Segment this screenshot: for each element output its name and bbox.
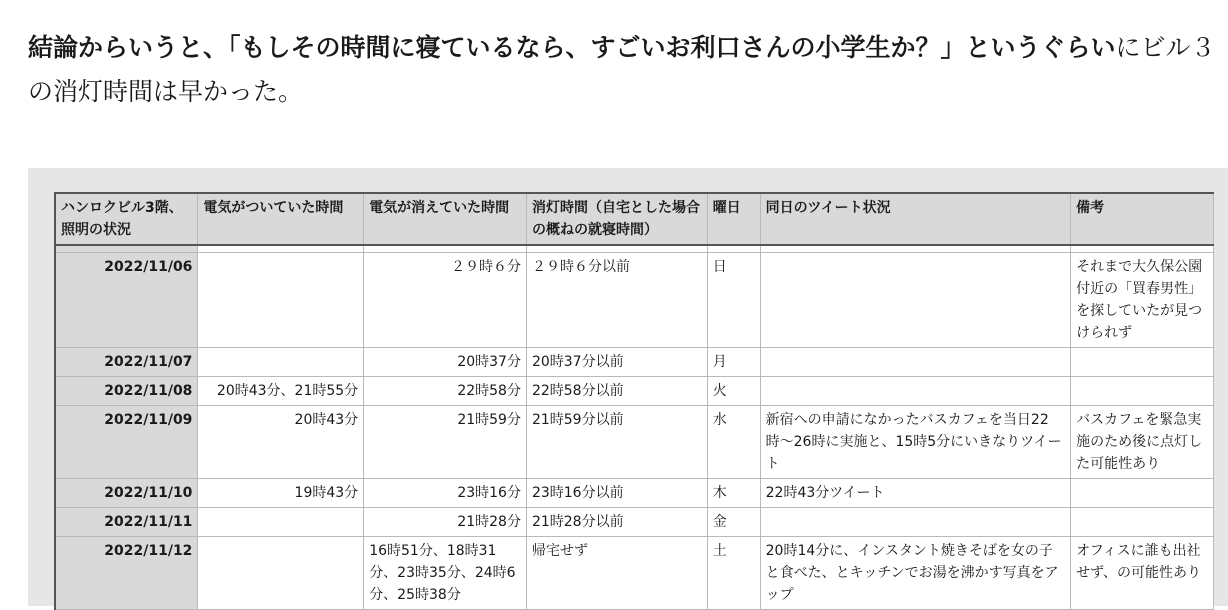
table-row [55, 537, 1214, 610]
lights-out-cell: 21時28分以前 [526, 508, 707, 537]
article-line-2: の消灯時間は早かった。 [28, 77, 304, 106]
tweet-cell [760, 253, 1071, 348]
header-cell: 曜日 [707, 193, 760, 245]
weekday-cell: 土 [707, 537, 760, 610]
tweet-cell [760, 348, 1071, 377]
lights-off-cell: 23時16分 [364, 479, 527, 508]
lights-on-cell: 19時43分 [198, 479, 364, 508]
header-row [55, 193, 1214, 245]
lights-off-cell: 20時37分 [364, 348, 527, 377]
spacer-cell [364, 245, 527, 253]
lights-off-cell: ２９時６分 [364, 253, 527, 348]
header-cell: 電気がついていた時間 [198, 193, 364, 245]
lights-on-cell [198, 537, 364, 610]
spacer-cell [526, 245, 707, 253]
tweet-cell [760, 508, 1071, 537]
header-cell: ハンロクビル3階、照明の状況 [55, 193, 198, 245]
note-cell: バスカフェを緊急実施のため後に点灯した可能性あり [1071, 406, 1214, 479]
date-cell: 2022/11/08 [55, 377, 198, 406]
weekday-cell: 金 [707, 508, 760, 537]
note-cell [1071, 348, 1214, 377]
weekday-cell: 木 [707, 479, 760, 508]
lights-on-cell [198, 348, 364, 377]
date-cell: 2022/11/09 [55, 406, 198, 479]
table-row [55, 479, 1214, 508]
date-cell: 2022/11/06 [55, 253, 198, 348]
lights-off-cell: 22時58分 [364, 377, 527, 406]
date-cell: 2022/11/11 [55, 508, 198, 537]
tweet-cell: 新宿への申請になかったバスカフェを当日22時〜26時に実施と、15時5分にいきなりツイート [760, 406, 1071, 479]
weekday-cell: 月 [707, 348, 760, 377]
lights-out-cell: 20時37分以前 [526, 348, 707, 377]
spreadsheet [54, 192, 1214, 606]
lights-out-cell: 21時59分以前 [526, 406, 707, 479]
lights-out-cell: ２９時６分以前 [526, 253, 707, 348]
date-cell: 2022/11/12 [55, 537, 198, 610]
lights-out-cell: 23時16分以前 [526, 479, 707, 508]
lights-on-cell: 20時43分 [198, 406, 364, 479]
table-row [55, 377, 1214, 406]
table-row [55, 253, 1214, 348]
lights-out-cell: 帰宅せず [526, 537, 707, 610]
weekday-cell: 日 [707, 253, 760, 348]
lights-on-cell: 20時43分、21時55分 [198, 377, 364, 406]
header-cell: 消灯時間（自宅とした場合の概ねの就寝時間） [526, 193, 707, 245]
lights-off-cell: 16時51分、18時31分、23時35分、24時6分、25時38分 [364, 537, 527, 610]
lights-off-cell: 21時28分 [364, 508, 527, 537]
tweet-cell [760, 377, 1071, 406]
lights-off-cell: 21時59分 [364, 406, 527, 479]
note-cell [1071, 508, 1214, 537]
tweet-cell: 20時14分に、インスタント焼きそばを女の子と食べた、とキッチンでお湯を沸かす写真をアップ [760, 537, 1071, 610]
table-row [55, 406, 1214, 479]
lights-out-cell: 22時58分以前 [526, 377, 707, 406]
table-row [55, 508, 1214, 537]
weekday-cell: 水 [707, 406, 760, 479]
spacer-row [55, 245, 1214, 253]
article-normal-text: にビル３ [1115, 33, 1216, 62]
note-cell [1071, 377, 1214, 406]
note-cell [1071, 479, 1214, 508]
lights-on-cell [198, 253, 364, 348]
spacer-cell [760, 245, 1071, 253]
header-cell: 備考 [1071, 193, 1214, 245]
article-bold-text: 結論からいうと、「もしその時間に寝ているなら、すごいお利口さんの小学生か？」というぐらい [28, 33, 1116, 62]
note-cell: それまで大久保公園付近の「買春男性」を探していたが見つけられず [1071, 253, 1214, 348]
article-paragraph [28, 26, 1228, 114]
date-cell: 2022/11/07 [55, 348, 198, 377]
spacer-cell [707, 245, 760, 253]
header-cell: 同日のツイート状況 [760, 193, 1071, 245]
header-cell: 電気が消えていた時間 [364, 193, 527, 245]
spacer-cell [1071, 245, 1214, 253]
note-cell: オフィスに誰も出社せず、の可能性あり [1071, 537, 1214, 610]
tweet-cell: 22時43分ツイート [760, 479, 1071, 508]
table-row [55, 348, 1214, 377]
date-cell: 2022/11/10 [55, 479, 198, 508]
table-screenshot [28, 168, 1228, 606]
spacer-cell [198, 245, 364, 253]
lighting-table [54, 192, 1214, 610]
spacer-cell [55, 245, 198, 253]
lights-on-cell [198, 508, 364, 537]
weekday-cell: 火 [707, 377, 760, 406]
